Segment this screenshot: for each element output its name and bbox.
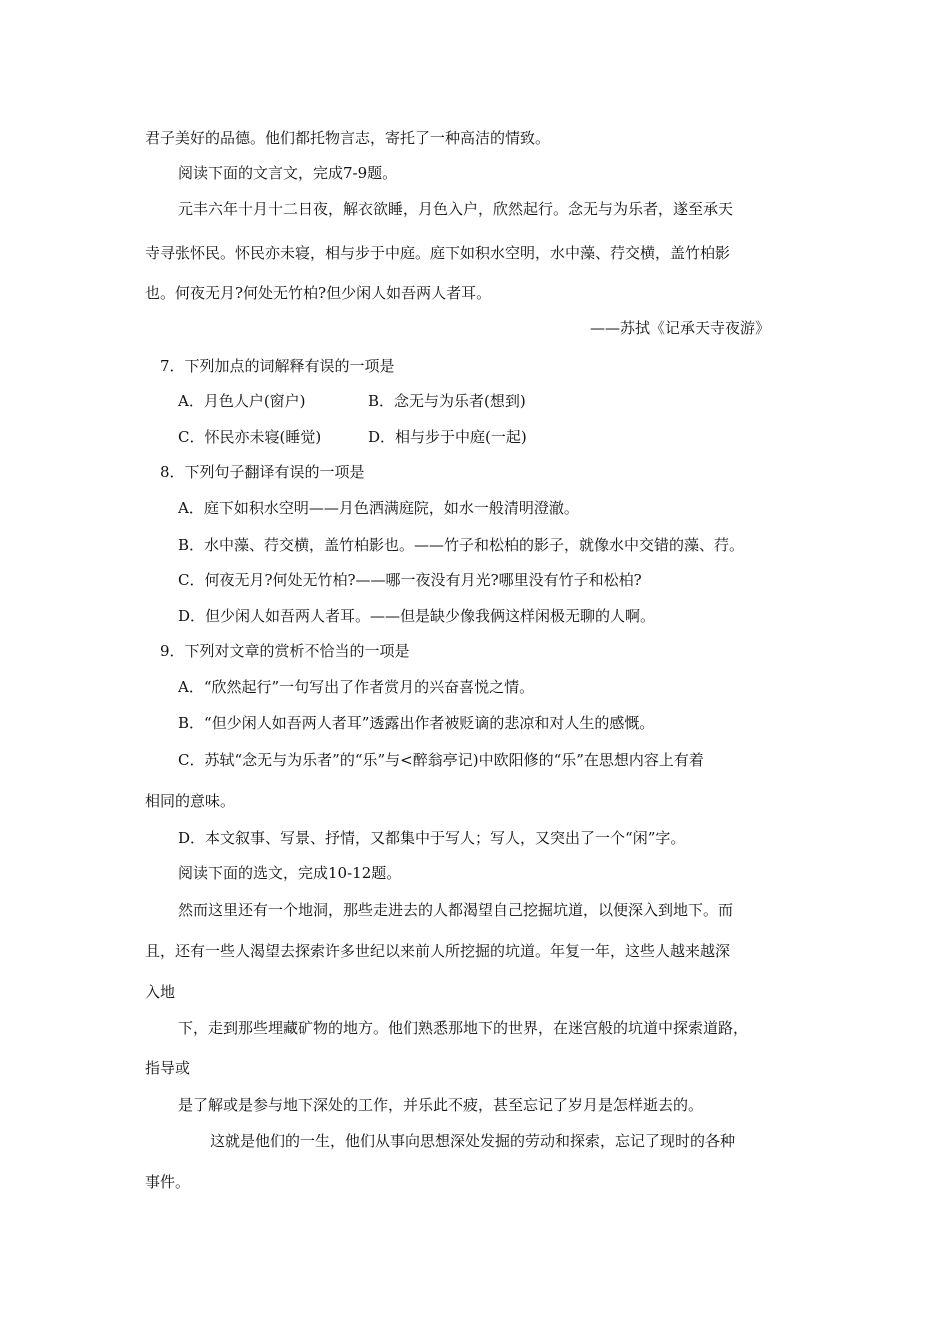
question-7: 7．下列加点的词解释有误的一项是 — [160, 357, 395, 375]
classical-text-line: 寺寻张怀民。怀民亦未寝，相与步于中庭。庭下如积水空明，水中藻、荇交横，盖竹柏影 — [145, 244, 731, 262]
q7-option-b: B．念无与为乐者(想到) — [368, 392, 526, 410]
q8-option-a: A．庭下如积水空明——月色洒满庭院，如水一般清明澄澈。 — [178, 499, 579, 517]
modern-text-line: 然而这里还有一个地洞，那些走进去的人都渴望自己挖掘坑道，以便深入到地下。而 — [178, 901, 734, 919]
q9-option-c: C．苏轼“念无与为乐者”的“乐”与<醉翁亭记)中欧阳修的“乐”在思想内容上有着 — [178, 751, 704, 769]
q7-option-c: C．怀民亦未寝(睡觉) — [178, 428, 322, 446]
modern-text-line: 事件。 — [145, 1173, 191, 1191]
q8-option-d: D．但少闲人如吾两人者耳。——但是缺少像我俩这样闲极无聊的人啊。 — [178, 607, 656, 625]
source-attribution: ——苏拭《记承天寺夜游》 — [590, 319, 771, 337]
modern-text-line: 是了解或是参与地下深处的工作，并乐此不疲，甚至忘记了岁月是怎样逝去的。 — [178, 1096, 704, 1114]
question-8: 8．下列句子翻译有误的一项是 — [160, 463, 365, 481]
classical-text-line: 元丰六年十月十二日夜，解衣欲睡，月色入户，欣然起行。念无与为乐者，遂至承天 — [178, 200, 734, 218]
q9-option-c-continued: 相同的意味。 — [145, 792, 236, 810]
reading-instruction: 阅读下面的文言文，完成7-9题。 — [178, 164, 398, 182]
question-9: 9．下列对文章的赏析不恰当的一项是 — [160, 642, 410, 660]
modern-text-line: 指导或 — [145, 1059, 191, 1077]
q9-option-b: B．“但少闲人如吾两人者耳”透露出作者被贬谪的悲凉和对人生的感慨。 — [178, 714, 655, 732]
reading-instruction: 阅读下面的选文，完成10-12题。 — [178, 864, 402, 882]
modern-text-line: 这就是他们的一生，他们从事向思想深处发掘的劳动和探索，忘记了现时的各种 — [210, 1132, 736, 1150]
q8-option-c: C．何夜无月?何处无竹柏?——哪一夜没有月光?哪里没有竹子和松柏? — [178, 571, 642, 589]
modern-text-line: 入地 — [145, 983, 176, 1001]
modern-text-line: 且，还有一些人渴望去探索许多世纪以来前人所挖掘的坑道。年复一年，这些人越来越深 — [145, 942, 731, 960]
q7-option-a: A．月色人户(窗户) — [178, 392, 306, 410]
modern-text-line: 下，走到那些埋藏矿物的地方。他们熟悉那地下的世界，在迷宫般的坑道中探索道路， — [178, 1019, 749, 1037]
q8-option-b: B．水中藻、荇交横，盖竹柏影也。——竹子和松柏的影子，就像水中交错的藻、荇。 — [178, 536, 745, 554]
classical-text-line: 也。何夜无月?何处无竹柏?但少闲人如吾两人者耳。 — [145, 284, 492, 302]
q7-option-d: D．相与步于中庭(一起) — [368, 428, 527, 446]
q9-option-a: A．“欣然起行”一句写出了作者赏月的兴奋喜悦之情。 — [178, 678, 535, 696]
q9-option-d: D．本文叙事、写景、抒情，又都集中于写人；写人，又突出了一个“闲”字。 — [178, 829, 686, 847]
passage-line: 君子美好的品德。他们都托物言志，寄托了一种高洁的情致。 — [145, 129, 551, 147]
